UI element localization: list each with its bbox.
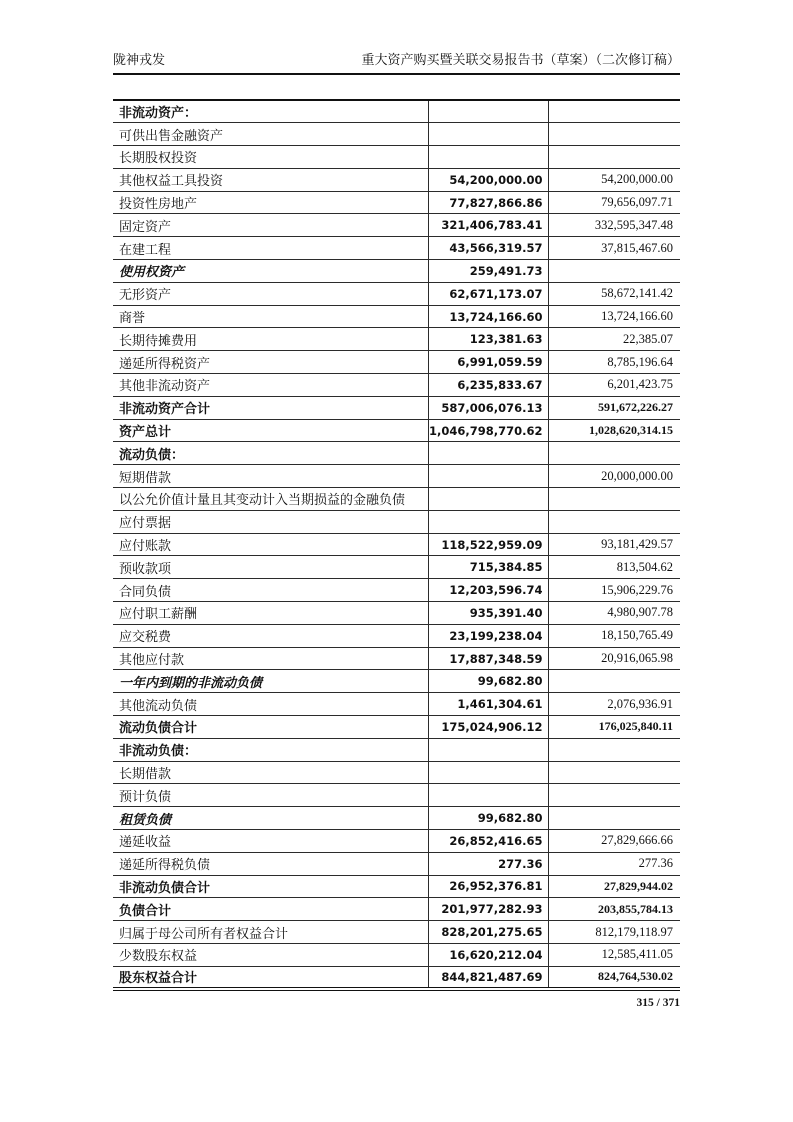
table-row xyxy=(113,875,680,898)
prior-value xyxy=(548,442,680,465)
header-report-title: 重大资产购买暨关联交易报告书（草案）（二次修订稿） xyxy=(361,52,680,67)
prior-value xyxy=(548,761,680,784)
prior-value: 8,785,196.64 xyxy=(548,351,680,374)
current-value: 844,821,487.69 xyxy=(428,966,548,989)
table-row xyxy=(113,419,680,442)
item-label: 非流动负债： xyxy=(113,738,428,761)
prior-value: 812,179,118.97 xyxy=(548,921,680,944)
current-value: 17,887,348.59 xyxy=(428,647,548,670)
table-row xyxy=(113,556,680,579)
prior-value: 20,916,065.98 xyxy=(548,647,680,670)
table-row xyxy=(113,602,680,625)
table-row xyxy=(113,670,680,693)
current-value: 259,491.73 xyxy=(428,260,548,283)
table-row xyxy=(113,100,680,123)
table-row xyxy=(113,738,680,761)
prior-value: 1,028,620,314.15 xyxy=(548,419,680,442)
table-row xyxy=(113,260,680,283)
current-value: 62,671,173.07 xyxy=(428,282,548,305)
table-row xyxy=(113,830,680,853)
current-value: 26,852,416.65 xyxy=(428,830,548,853)
item-label: 归属于母公司所有者权益合计 xyxy=(113,921,428,944)
prior-value: 591,672,226.27 xyxy=(548,396,680,419)
item-label: 长期股权投资 xyxy=(113,146,428,169)
prior-value: 79,656,097.71 xyxy=(548,191,680,214)
item-label: 投资性房地产 xyxy=(113,191,428,214)
item-label: 在建工程 xyxy=(113,237,428,260)
item-label: 其他流动负债 xyxy=(113,693,428,716)
prior-value: 332,595,347.48 xyxy=(548,214,680,237)
current-value: 201,977,282.93 xyxy=(428,898,548,921)
header-company-name: 陇神戎发 xyxy=(113,52,166,67)
prior-value: 54,200,000.00 xyxy=(548,168,680,191)
current-value: 26,952,376.81 xyxy=(428,875,548,898)
item-label: 使用权资产 xyxy=(113,260,428,283)
table-row xyxy=(113,168,680,191)
item-label: 预计负债 xyxy=(113,784,428,807)
table-row xyxy=(113,374,680,397)
item-label: 递延所得税资产 xyxy=(113,351,428,374)
current-value: 23,199,238.04 xyxy=(428,624,548,647)
prior-value xyxy=(548,488,680,511)
current-value xyxy=(428,123,548,146)
table-row xyxy=(113,784,680,807)
item-label: 其他非流动资产 xyxy=(113,374,428,397)
table-row xyxy=(113,921,680,944)
item-label: 递延收益 xyxy=(113,830,428,853)
item-label: 股东权益合计 xyxy=(119,970,198,986)
current-value xyxy=(428,465,548,488)
table-row xyxy=(113,966,680,989)
current-value: 321,406,783.41 xyxy=(428,214,548,237)
table-row xyxy=(113,852,680,875)
item-label: 其他权益工具投资 xyxy=(113,168,428,191)
prior-value: 13,724,166.60 xyxy=(548,305,680,328)
table-row xyxy=(113,533,680,556)
item-label: 非流动资产： xyxy=(113,100,428,123)
current-value: 935,391.40 xyxy=(428,602,548,625)
prior-value: 2,076,936.91 xyxy=(548,693,680,716)
current-value: 13,724,166.60 xyxy=(428,305,548,328)
table-row xyxy=(113,488,680,511)
balance-sheet-table xyxy=(113,99,680,991)
table-row xyxy=(113,396,680,419)
table-row xyxy=(113,898,680,921)
prior-value: 12,585,411.05 xyxy=(548,943,680,966)
current-value: 1,461,304.61 xyxy=(428,693,548,716)
prior-value: 824,764,530.02 xyxy=(548,966,680,989)
prior-value: 22,385.07 xyxy=(548,328,680,351)
prior-value xyxy=(548,260,680,283)
item-label: 合同负债 xyxy=(113,579,428,602)
prior-value: 27,829,944.02 xyxy=(548,875,680,898)
current-value: 828,201,275.65 xyxy=(428,921,548,944)
current-value: 715,384.85 xyxy=(428,556,548,579)
table-row xyxy=(113,465,680,488)
prior-value: 93,181,429.57 xyxy=(548,533,680,556)
item-label: 租赁负债 xyxy=(113,807,428,830)
item-label: 其他应付款 xyxy=(113,647,428,670)
table-row xyxy=(113,716,680,739)
current-value: 277.36 xyxy=(428,852,548,875)
prior-value: 176,025,840.11 xyxy=(548,716,680,739)
prior-value xyxy=(548,146,680,169)
current-value: 175,024,906.12 xyxy=(428,716,548,739)
prior-value: 6,201,423.75 xyxy=(548,374,680,397)
item-label: 少数股东权益 xyxy=(113,943,428,966)
table-row xyxy=(113,305,680,328)
item-label: 短期借款 xyxy=(113,465,428,488)
item-label: 可供出售金融资产 xyxy=(113,123,428,146)
item-label: 应付职工薪酬 xyxy=(113,602,428,625)
table-row xyxy=(113,943,680,966)
prior-value xyxy=(548,670,680,693)
current-value: 16,620,212.04 xyxy=(428,943,548,966)
table-row xyxy=(113,282,680,305)
item-label: 流动负债合计 xyxy=(113,716,428,739)
table-row xyxy=(113,328,680,351)
balance-table-body xyxy=(113,100,680,989)
prior-value: 18,150,765.49 xyxy=(548,624,680,647)
current-value xyxy=(428,784,548,807)
current-value: 6,235,833.67 xyxy=(428,374,548,397)
prior-value xyxy=(548,123,680,146)
table-row xyxy=(113,579,680,602)
current-value: 43,566,319.57 xyxy=(428,237,548,260)
item-label: 无形资产 xyxy=(113,282,428,305)
table-row xyxy=(113,647,680,670)
item-label: 负债合计 xyxy=(113,898,428,921)
table-row xyxy=(113,807,680,830)
prior-value xyxy=(548,738,680,761)
page-content xyxy=(113,0,680,1009)
item-label: 递延所得税负债 xyxy=(113,852,428,875)
prior-value: 58,672,141.42 xyxy=(548,282,680,305)
prior-value: 20,000,000.00 xyxy=(548,465,680,488)
current-value: 6,991,059.59 xyxy=(428,351,548,374)
table-row xyxy=(113,761,680,784)
table-row xyxy=(113,693,680,716)
item-label: 流动负债： xyxy=(113,442,428,465)
prior-value xyxy=(548,784,680,807)
prior-value xyxy=(548,510,680,533)
prior-value xyxy=(548,807,680,830)
current-value xyxy=(428,100,548,123)
item-label: 资产总计 xyxy=(113,419,428,442)
table-row xyxy=(113,442,680,465)
current-value: 99,682.80 xyxy=(428,807,548,830)
item-label: 应付票据 xyxy=(113,510,428,533)
table-row xyxy=(113,191,680,214)
table-row xyxy=(113,624,680,647)
current-value: 12,203,596.74 xyxy=(428,579,548,602)
current-value: 77,827,866.86 xyxy=(428,191,548,214)
prior-value: 27,829,666.66 xyxy=(548,830,680,853)
current-value xyxy=(428,510,548,533)
current-value: 99,682.80 xyxy=(428,670,548,693)
page-header xyxy=(113,52,680,75)
table-row xyxy=(113,214,680,237)
current-value xyxy=(428,146,548,169)
current-value xyxy=(428,488,548,511)
item-label: 固定资产 xyxy=(113,214,428,237)
item-label: 长期待摊费用 xyxy=(113,328,428,351)
prior-value: 277.36 xyxy=(548,852,680,875)
current-value xyxy=(428,761,548,784)
table-row xyxy=(113,146,680,169)
table-row xyxy=(113,510,680,533)
table-row xyxy=(113,351,680,374)
prior-value xyxy=(548,100,680,123)
current-value: 54,200,000.00 xyxy=(428,168,548,191)
prior-value: 37,815,467.60 xyxy=(548,237,680,260)
item-label: 一年内到期的非流动负债 xyxy=(113,670,428,693)
current-value: 118,522,959.09 xyxy=(428,533,548,556)
item-label: 应交税费 xyxy=(113,624,428,647)
item-label: 长期借款 xyxy=(113,761,428,784)
current-value xyxy=(428,738,548,761)
prior-value: 203,855,784.13 xyxy=(548,898,680,921)
prior-value: 15,906,229.76 xyxy=(548,579,680,602)
table-row xyxy=(113,237,680,260)
current-value: 123,381.63 xyxy=(428,328,548,351)
item-label: 应付账款 xyxy=(113,533,428,556)
current-value: 587,006,076.13 xyxy=(428,396,548,419)
prior-value: 813,504.62 xyxy=(548,556,680,579)
prior-value: 4,980,907.78 xyxy=(548,602,680,625)
item-label: 非流动资产合计 xyxy=(113,396,428,419)
current-value: 1,046,798,770.62 xyxy=(428,419,548,442)
item-label: 商誉 xyxy=(113,305,428,328)
item-label: 预收款项 xyxy=(113,556,428,579)
table-row xyxy=(113,123,680,146)
current-value xyxy=(428,442,548,465)
page-number: 315 / 371 xyxy=(636,997,680,1010)
item-label: 以公允价值计量且其变动计入当期损益的金融负债 xyxy=(113,488,428,511)
item-label: 非流动负债合计 xyxy=(113,875,428,898)
